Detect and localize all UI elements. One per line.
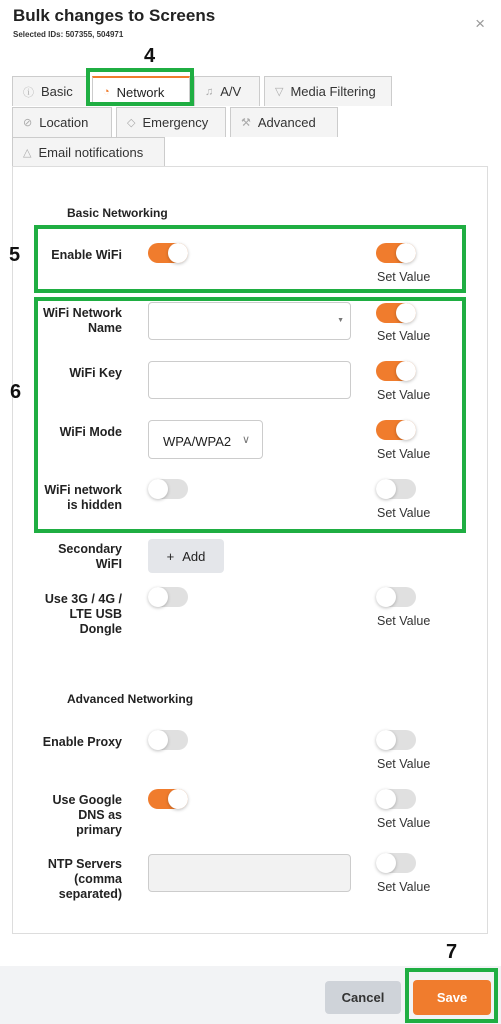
set-value-label: Set Value xyxy=(377,270,431,284)
tab-label: Media Filtering xyxy=(290,84,376,99)
selected-ids: Selected IDs: 507355, 504971 xyxy=(13,30,124,39)
set-value-label: Set Value xyxy=(377,816,431,830)
tab-label: Advanced xyxy=(257,115,316,130)
annotation-5: 5 xyxy=(9,244,21,266)
basic-networking-heading: Basic Networking xyxy=(67,206,168,220)
bell-icon: △ xyxy=(23,147,32,159)
annotation-7: 7 xyxy=(446,941,458,963)
set-value-label: Set Value xyxy=(377,447,431,461)
wifi-key-input[interactable] xyxy=(148,361,351,399)
dialog-title: Bulk changes to Screens xyxy=(13,6,216,25)
plus-icon: + xyxy=(166,548,175,564)
tab-emergency[interactable] xyxy=(116,107,226,137)
enable-wifi-setvalue-toggle[interactable] xyxy=(376,243,416,263)
tab-label: Location xyxy=(39,115,89,130)
google-dns-label: Use Google DNS as primary xyxy=(52,793,122,837)
dongle-toggle[interactable] xyxy=(148,587,188,607)
set-value-label: Set Value xyxy=(377,880,431,894)
highlight-network-tab xyxy=(86,68,194,106)
ntp-servers-input[interactable] xyxy=(148,854,351,892)
audio-icon: ♫ xyxy=(205,85,214,98)
set-value-label: Set Value xyxy=(377,388,431,402)
set-value-label: Set Value xyxy=(377,329,431,343)
secondary-wifi-label: Secondary WiFI xyxy=(58,542,122,571)
tab-label: Network xyxy=(116,84,165,100)
tab-label: Basic xyxy=(41,84,73,99)
wifi-hidden-toggle[interactable] xyxy=(148,479,188,499)
chevron-down-icon: ∨ xyxy=(241,434,250,446)
proxy-toggle[interactable] xyxy=(148,730,188,750)
compass-icon: ⊘ xyxy=(23,117,33,129)
wifi-mode-setvalue-toggle[interactable] xyxy=(376,420,416,440)
highlight-save-button xyxy=(405,968,498,1023)
tab-label: Email notifications xyxy=(38,145,144,160)
diamond-icon: ◇ xyxy=(127,117,136,129)
wifi-network-name-label: WiFi Network Name xyxy=(42,306,122,335)
tab-label: A/V xyxy=(220,84,242,99)
wifi-key-label: WiFi Key xyxy=(69,366,122,380)
wifi-hidden-label: WiFi network is hidden xyxy=(44,483,122,512)
dongle-label: Use 3G / 4G / LTE USB Dongle xyxy=(44,592,122,636)
wifi-network-name-setvalue-toggle[interactable] xyxy=(376,303,416,323)
wifi-icon: ◔ xyxy=(103,86,110,98)
set-value-label: Set Value xyxy=(377,614,431,628)
ntp-setvalue-toggle[interactable] xyxy=(376,853,416,873)
wifi-key-setvalue-toggle[interactable] xyxy=(376,361,416,381)
tab-basic[interactable] xyxy=(12,76,90,106)
caret-down-icon: ▼ xyxy=(337,317,344,324)
ntp-label: NTP Servers (comma separated) xyxy=(47,857,122,901)
annotation-4: 4 xyxy=(144,45,156,67)
proxy-setvalue-toggle[interactable] xyxy=(376,730,416,750)
filter-icon: ▽ xyxy=(275,86,284,98)
wifi-mode-select[interactable]: WPA/WPA2 ∨ xyxy=(148,420,263,459)
tab-label: Emergency xyxy=(142,115,209,130)
set-value-label: Set Value xyxy=(377,506,431,520)
wifi-hidden-setvalue-toggle[interactable] xyxy=(376,479,416,499)
wifi-network-name-select[interactable] xyxy=(148,302,351,340)
advanced-networking-heading: Advanced Networking xyxy=(67,692,194,706)
info-icon: ⓘ xyxy=(23,86,34,99)
dongle-setvalue-toggle[interactable] xyxy=(376,587,416,607)
tab-media-filtering[interactable] xyxy=(264,76,392,106)
cancel-button[interactable]: Cancel xyxy=(325,981,401,1014)
tab-av[interactable] xyxy=(194,76,260,106)
google-dns-setvalue-toggle[interactable] xyxy=(376,789,416,809)
wrench-icon: ⚒ xyxy=(241,117,251,129)
google-dns-toggle[interactable] xyxy=(148,789,188,809)
wifi-mode-label: WiFi Mode xyxy=(59,425,122,439)
annotation-6: 6 xyxy=(10,381,22,403)
save-button[interactable]: Save xyxy=(413,980,491,1015)
tab-location[interactable] xyxy=(12,107,112,137)
close-icon[interactable]: × xyxy=(475,14,485,33)
set-value-label: Set Value xyxy=(377,757,431,771)
enable-wifi-toggle[interactable] xyxy=(148,243,188,263)
proxy-label: Enable Proxy xyxy=(42,735,122,749)
add-secondary-wifi-button[interactable]: + Add xyxy=(148,539,224,573)
tab-advanced[interactable] xyxy=(230,107,338,137)
enable-wifi-label: Enable WiFi xyxy=(51,248,122,262)
tab-email-notifications[interactable] xyxy=(12,137,165,167)
